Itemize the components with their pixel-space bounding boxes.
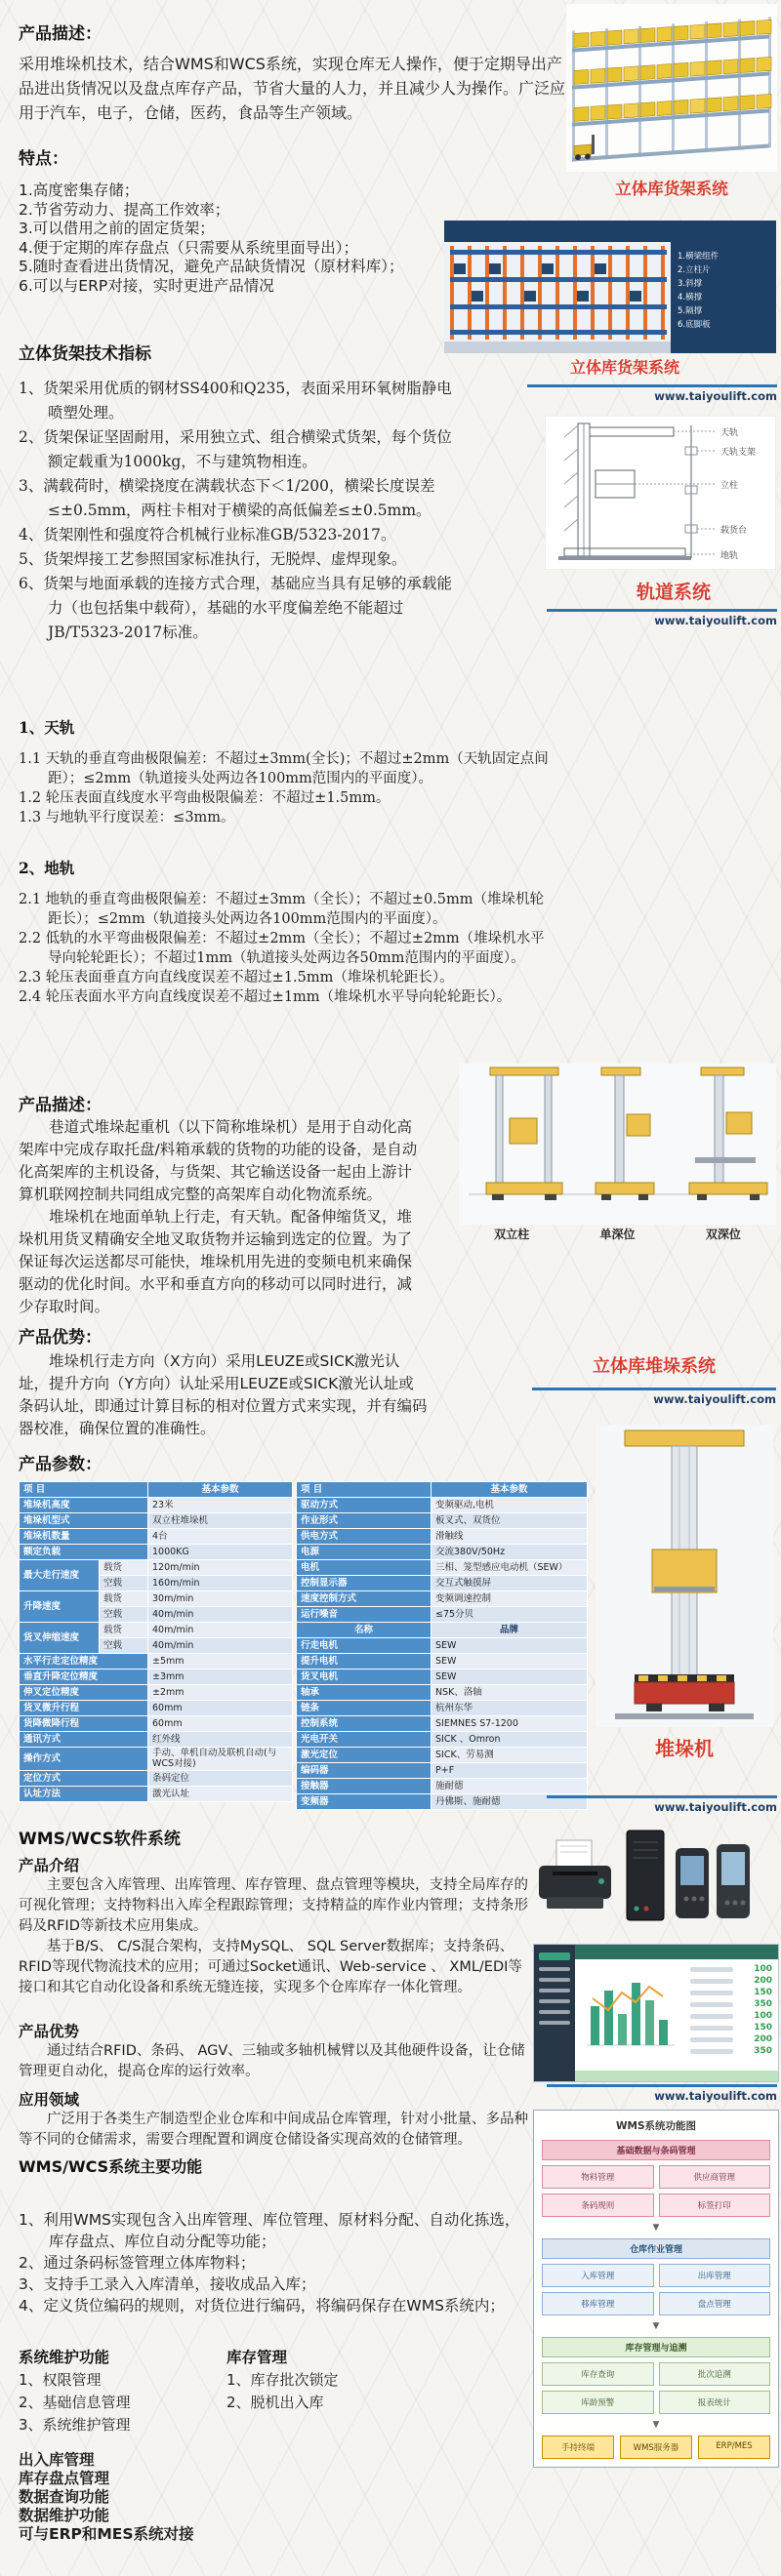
spec-cell: 认址方法 (20, 1786, 148, 1801)
spec-cell: 交流380V/50Hz (432, 1545, 588, 1560)
stacker-desc-heading: 产品描述： (19, 1096, 102, 1115)
dashboard-row-label-bar (690, 2049, 733, 2054)
parameters-heading: 产品参数： (19, 1455, 102, 1474)
dashboard-row-value: 100 (754, 2011, 772, 2021)
spec-cell: 三相、笼型感应电动机（SEW） (432, 1560, 588, 1576)
spec-cell: 23米 (148, 1498, 293, 1513)
spec-cell: 供电方式 (297, 1529, 432, 1545)
dashboard-row-label-bar (690, 1979, 733, 1984)
flowchart-bottom-row (542, 2435, 770, 2459)
spec-cell: 手动、单机自动及联机自动(与WCS对接) (148, 1748, 293, 1771)
spec-cell: 4台 (148, 1529, 293, 1545)
product-desc-heading: 产品描述： (19, 24, 102, 44)
rack-spec-item: 6、货架与地面承载的连接方式合理，基础应当具有足够的承载能力（也包括集中载荷），基础的水平度偏差绝不能超过JB/T5323-2017标准。 (19, 575, 452, 641)
divider-line (532, 1388, 776, 1390)
flowchart-box-grid (542, 2165, 770, 2217)
wms-functions-list (19, 2209, 526, 2316)
dashboard-header (575, 1945, 778, 1959)
spec-cell: 接触器 (297, 1779, 432, 1794)
spec-cell: 双立柱堆垛机 (148, 1513, 293, 1529)
spec-cell: 光电开关 (297, 1732, 432, 1748)
dashboard-row-label-bar (690, 1991, 733, 1995)
spec-cell: SEW (432, 1638, 588, 1654)
top-rail-list (19, 749, 551, 827)
dashboard-row (690, 1998, 772, 2010)
footer-function-item: 数据查询功能 (19, 2488, 110, 2506)
dashboard-logo (539, 1952, 570, 1960)
feature-item: 6.可以与ERP对接，实时更进产品情况 (19, 276, 274, 295)
dashboard-row-label-bar (690, 2026, 733, 2031)
top-rail-heading: 1、天轨 (19, 718, 75, 737)
dashboard-row (690, 2045, 772, 2057)
spec-cell: NSK、洛轴 (432, 1685, 588, 1701)
rack-spec-item: 3、满载荷时，横梁挠度在满载状态下＜1/200，横梁长度误差≤±0.5mm，两柱卡相对于横梁的高低偏差≤±0.5mm。 (19, 477, 435, 519)
divider-line (547, 2084, 777, 2087)
product-desc-body: 采用堆垛机技术，结合WMS和WCS系统，实现仓库无人操作，便于定期导出产品进出货情况以及盘点库存产品，节省大量的人力，并且减少人为操作。广泛应用于汽车，电子，仓储，医药，食品等生产领域。 (19, 55, 566, 122)
feature-item: 5.随时查看进出货情况，避免产品缺货情况（原材料库）； (19, 258, 404, 275)
arrow-down-icon: ▼ (652, 2321, 660, 2331)
spec-cell: P+F (432, 1763, 588, 1779)
wms-field-heading: 应用领域 (19, 2091, 80, 2109)
flowchart-box-grid (542, 2362, 770, 2414)
spec-cell: 变频器 (297, 1794, 432, 1810)
top-rail-item: 1.3 与地轨平行度误差：≤3mm。 (19, 810, 235, 825)
maintain-item: 2、基础信息管理 (19, 2394, 131, 2411)
dashboard-row-value: 150 (754, 1988, 772, 1997)
flowchart-section-basic (542, 2140, 770, 2217)
flowchart-box: 盘点管理 (659, 2292, 771, 2315)
spec-cell: 载货 (100, 1591, 148, 1607)
machine-label: 单深位 (599, 1228, 636, 1241)
spec-cell: 红外线 (148, 1732, 293, 1748)
wms-function-item: 4、定义货位编码的规则，对货位进行编码，将编码保存在WMS系统内； (19, 2297, 505, 2314)
diagram-label: 天轨支架 (720, 448, 757, 458)
wms-heading: WMS/WCS软件系统 (19, 1830, 181, 1849)
flowchart-box: ERP/MES (698, 2435, 770, 2459)
spec-cell: 电机 (297, 1560, 432, 1576)
spec-cell: 变频调速控制 (432, 1591, 588, 1607)
spec-cell: 40m/min (148, 1638, 293, 1654)
spec-cell: 编码器 (297, 1763, 432, 1779)
website-url: www.taiyoulift.com (654, 1800, 777, 1814)
spec-cell: 滑触线 (432, 1529, 588, 1545)
advantage-body: 堆垛机行走方向（X方向）采用LEUZE或SICK激光认址，提升方向（Y方向）认址采用LEUZE或SICK激光认址或条码认址，即通过计算目标的相对位置方式来实现，并有编码器校准，确保位置的准确性。 (19, 1352, 428, 1437)
machine-labels (459, 1226, 776, 1242)
website-url: www.taiyoulift.com (654, 2089, 777, 2103)
handheld-terminal-icon (674, 1842, 752, 1922)
spec-cell: 160m/min (148, 1576, 293, 1591)
flowchart-box: 批次追溯 (659, 2362, 771, 2386)
spec-cell: 最大走行速度 (20, 1560, 100, 1591)
spec-cell: 空载 (100, 1607, 148, 1623)
spec-cell: 堆垛机型式 (20, 1513, 148, 1529)
image-caption: 立体库货架系统 (569, 358, 679, 377)
spec-cell: 链条 (297, 1701, 432, 1716)
spec-cell: 基本参数 (148, 1482, 293, 1498)
footer-function-item: 出入库管理 (19, 2451, 95, 2469)
feature-item: 2.节省劳动力、提高工作效率； (19, 200, 230, 219)
website-url: www.taiyoulift.com (654, 389, 777, 403)
spec-cell: 丹佛斯、施耐德 (432, 1794, 588, 1810)
dashboard-row (690, 2010, 772, 2022)
wms-adv-heading: 产品优势 (19, 2023, 80, 2040)
server-tower-icon (625, 1829, 666, 1922)
flowchart-box: WMS服务器 (620, 2435, 692, 2459)
spec-table-left (19, 1481, 293, 1802)
hardware-devices-image (533, 1829, 779, 1922)
flowchart-box: 库龄预警 (542, 2391, 654, 2414)
spec-cell: 40m/min (148, 1623, 293, 1638)
image-caption: 堆垛机 (655, 1737, 714, 1760)
flowchart-title: WMS系统功能图 (615, 2120, 697, 2132)
stacker-desc-body (19, 1116, 421, 1318)
flowchart-box: 入库管理 (542, 2264, 654, 2287)
rail-system-diagram (545, 416, 776, 574)
spec-cell: 货叉微升行程 (20, 1701, 148, 1716)
spec-cell: 120m/min (148, 1560, 293, 1576)
rack-spec-item: 5、货架焊接工艺参照国家标准执行，无脱焊、虚焊现象。 (19, 550, 407, 568)
dashboard-row-value: 200 (754, 1976, 772, 1986)
rack-spec-list (19, 377, 453, 645)
website-banner (547, 1795, 777, 1814)
footer-function-list (19, 2451, 331, 2544)
spec-cell: 行走电机 (297, 1638, 432, 1654)
image-caption: 立体库堆垛系统 (593, 1356, 716, 1377)
spec-cell: 堆垛机数量 (20, 1529, 148, 1545)
diagram-label: 载货台 (720, 526, 748, 536)
dashboard-sidebar (534, 1945, 575, 2081)
feature-item: 4.便于定期的库存盘点（只需要从系统里面导出）； (19, 238, 359, 257)
flowchart-box-grid (542, 2264, 770, 2315)
dashboard-metrics (688, 1959, 778, 2071)
footer-function-item: 库存盘点管理 (19, 2470, 110, 2487)
top-rail-item: 1.1 天轨的垂直弯曲极限偏差：不超过±3mm(全长)；不超过±2mm（天轨固定点间距）；≤2mm（轨道接头处两边各100mm范围内的平面度）。 (19, 751, 549, 786)
spec-cell: 条码定位 (148, 1770, 293, 1786)
inventory-heading: 库存管理 (226, 2349, 288, 2366)
flowchart-box: 物料管理 (542, 2165, 654, 2189)
dashboard-row-value: 350 (754, 1999, 772, 2009)
rack-annotation: 2.立柱片 (678, 265, 711, 275)
wms-intro-p1: 主要包含入库管理、出库管理、库存管理、盘点管理等模块，支持全局库存的可视化管理；支持物料出入库全程跟踪管理；支持精益的库作业内管理；支持条形码及RFID等新技术应用集成。 (19, 1877, 528, 1934)
ground-rail-item: 2.4 轮压表面水平方向直线度误差不超过±1mm（堆垛机水平导向轮轮距长）。 (19, 989, 512, 1005)
website-banner (547, 2084, 777, 2103)
advantage-heading: 产品优势： (19, 1328, 102, 1348)
features-heading: 特点： (19, 149, 68, 169)
spec-cell: 货降微降行程 (20, 1716, 148, 1732)
spec-cell: 40m/min (148, 1607, 293, 1623)
rack-annotation-list (678, 250, 773, 332)
flowchart-section-heading: 基础数据与条码管理 (542, 2140, 770, 2160)
ground-rail-list (19, 890, 551, 1007)
diagram-label: 天轨 (720, 428, 739, 438)
rack-spec-item: 1、货架采用优质的钢材SS400和Q235，表面采用环氧树脂静电喷塑处理。 (19, 380, 452, 422)
spec-cell: 60mm (148, 1701, 293, 1716)
wms-intro-body (19, 1875, 528, 1998)
spec-cell: 货叉电机 (297, 1670, 432, 1685)
dashboard-row (690, 1963, 772, 1975)
stacker-desc-p2: 堆垛机在地面单轨上行走，有天轨。配备伸缩货叉，堆垛机用货叉精确安全地叉取货物并运输到选定的位置。为了保证每次运送都尽可能快，堆垛机用先进的变频电机来确保驱动的优化时间。水平和垂直方向的移动可以同时进行，减少存取时间。 (19, 1208, 413, 1315)
maintain-heading: 系统维护功能 (19, 2349, 110, 2366)
feature-item: 3.可以借用之前的固定货架； (19, 220, 215, 237)
rack-spec-item: 2、货架保证坚固耐用，采用独立式、组合横梁式货架，每个货位额定载重为1000kg，不与建筑物相连。 (19, 428, 452, 470)
flowchart-box: 出库管理 (659, 2264, 771, 2287)
wms-function-item: 3、支持手工录入入库清单，接收成品入库； (19, 2275, 316, 2293)
flowchart-section-heading: 库存管理与追溯 (542, 2337, 770, 2357)
barcode-printer-icon (533, 1838, 617, 1922)
inventory-item: 2、脱机出入库 (226, 2394, 324, 2411)
dashboard-row-label-bar (690, 2014, 733, 2019)
stacker-crane-image (596, 1425, 773, 1731)
spec-cell: 操作方式 (20, 1748, 148, 1771)
spec-cell: 激光定位 (297, 1748, 432, 1763)
spec-cell: ±3mm (148, 1670, 293, 1685)
flowchart-section-inventory (542, 2337, 770, 2414)
spec-cell: 作业形式 (297, 1513, 432, 1529)
wms-intro-p2: 基于B/S、 C/S混合架构，支持MySQL、 SQL Server数据库；支持条码、 RFID等现代物流技术的应用；可通过Socket通讯、Web-service 、 XML/EDI等接口和其它自动化设备和系统无缝连接，实现多个仓库库存一体化管理。 (19, 1939, 522, 1995)
website-url: www.taiyoulift.com (654, 614, 777, 627)
dashboard-row-value: 350 (754, 2046, 772, 2056)
ground-rail-item: 2.3 轮压表面垂直方向直线度误差不超过±1.5mm（堆垛机轮距长）。 (19, 970, 454, 986)
flowchart-section-heading: 仓库作业管理 (542, 2238, 770, 2259)
dashboard-row (690, 1975, 772, 1987)
spec-cell: 运行噪音 (297, 1607, 432, 1623)
spec-cell: 载货 (100, 1560, 148, 1576)
wms-adv-body: 通过结合RFID、条码、 AGV、三轴或多轴机械臂以及其他硬件设备，让仓储管理更自动化，提高仓库的运行效率。 (19, 2043, 525, 2079)
flowchart-box: 供应商管理 (659, 2165, 771, 2189)
flowchart-box: 条码规则 (542, 2194, 654, 2217)
spec-cell: 项 目 (20, 1482, 148, 1498)
spec-cell: 额定负载 (20, 1545, 148, 1560)
spec-cell: 轴承 (297, 1685, 432, 1701)
spec-cell: SICK 、Omron (432, 1732, 588, 1748)
rack-annotation: 1.横梁组件 (678, 252, 719, 262)
spec-cell: 板叉式、双货位 (432, 1513, 588, 1529)
spec-cell: 交互式触摸屏 (432, 1576, 588, 1591)
dashboard-row-value: 150 (754, 2023, 772, 2033)
flowchart-box: 移库管理 (542, 2292, 654, 2315)
spec-cell: SIEMNES S7-1200 (432, 1716, 588, 1732)
spec-cell: 提升电机 (297, 1654, 432, 1670)
footer-function-item: 可与ERP和MES系统对接 (19, 2525, 194, 2543)
wms-dashboard-screenshot (533, 1944, 779, 2082)
spec-table-right (296, 1481, 588, 1810)
inventory-list (226, 2369, 412, 2414)
flowchart-box: 库存查询 (542, 2362, 654, 2386)
maintain-item: 3、系统维护管理 (19, 2416, 131, 2434)
spec-cell: 空载 (100, 1576, 148, 1591)
spec-cell: 控制显示器 (297, 1576, 432, 1591)
dashboard-chart (575, 1959, 688, 2071)
image-caption: 立体库货架系统 (615, 180, 728, 198)
dashboard-row (690, 1987, 772, 1998)
spec-cell: 控制系统 (297, 1716, 432, 1732)
spec-cell: SEW (432, 1670, 588, 1685)
website-banner (527, 384, 777, 403)
maintain-item: 1、权限管理 (19, 2371, 102, 2389)
arrow-down-icon: ▼ (652, 2420, 660, 2430)
rack-annotation: 3.斜撑 (678, 279, 703, 289)
machine-label: 双深位 (705, 1228, 741, 1241)
ground-rail-item: 2.2 低轨的水平弯曲极限偏差：不超过±2mm（全长）；不超过±2mm（堆垛机水平导向轮轮距长）；不超过1mm（轨道接头处两边各50mm范围内的平面度）。 (19, 931, 545, 966)
spec-cell: ±5mm (148, 1654, 293, 1670)
rack-spec-item: 4、货架刚性和强度符合机械行业标准GB/5323-2017。 (19, 526, 396, 543)
flowchart-box: 标签打印 (659, 2194, 771, 2217)
spec-cell: SICK、劳易测 (432, 1748, 588, 1763)
dashboard-row-value: 100 (754, 1964, 772, 1974)
rack-annotation: 5.隔撑 (678, 306, 703, 316)
spec-cell: 60mm (148, 1716, 293, 1732)
spec-cell: 品牌 (432, 1623, 588, 1638)
flowchart-box: 报表统计 (659, 2391, 771, 2414)
spec-cell: ≤75分贝 (432, 1607, 588, 1623)
rack-annotation: 6.底脚板 (678, 320, 711, 330)
spec-cell: 速度控制方式 (297, 1591, 432, 1607)
spec-cell: 货叉伸缩速度 (20, 1623, 100, 1654)
spec-cell: 水平行走定位精度 (20, 1654, 148, 1670)
dashboard-row-label-bar (690, 1967, 733, 1972)
rack-spec-heading: 立体货架技术指标 (19, 344, 151, 364)
spec-cell: 杭州东华 (432, 1701, 588, 1716)
dashboard-row-label-bar (690, 2002, 733, 2007)
dashboard-row (690, 2033, 772, 2045)
divider-line (527, 384, 777, 387)
wms-field-body: 广泛用于各类生产制造型企业仓库和中间成品仓库管理，针对小批量、多品种等不同的仓储需求，需要合理配置和调度仓储设备实现高效的仓储管理。 (19, 2112, 528, 2148)
wms-function-item: 2、通过条码标签管理立体库物料； (19, 2254, 256, 2272)
diagram-label: 立柱 (720, 481, 739, 491)
website-url: www.taiyoulift.com (653, 1392, 776, 1406)
ground-rail-item: 2.1 地轨的垂直弯曲极限偏差：不超过±3mm（全长）；不超过±0.5mm（堆垛机轮距长）；≤2mm（轨道接头处两边各100mm范围内的平面度）。 (19, 892, 544, 927)
stacker-desc-p1: 巷道式堆垛起重机（以下简称堆垛机）是用于自动化高架库中完成存取托盘/料箱承载的货物的功能的设备，是自动化高架库的主机设备，与货架、其它输送设备一起由上游计算机联网控制共同组成完整的高架库自动化物流系统。 (19, 1118, 418, 1203)
spec-cell: 载货 (100, 1623, 148, 1638)
wms-functions-heading: WMS/WCS系统主要功能 (19, 2157, 203, 2176)
spec-cell: 变频驱动,电机 (432, 1498, 588, 1513)
diagram-label: 地轨 (720, 551, 739, 561)
flowchart-box: 手持终端 (542, 2435, 614, 2459)
spec-cell: 30m/min (148, 1591, 293, 1607)
divider-line (547, 609, 777, 612)
image-caption: 轨道系统 (636, 582, 711, 603)
top-rail-item: 1.2 轮压表面直线度水平弯曲极限偏差：不超过±1.5mm。 (19, 790, 390, 806)
wms-flowchart (533, 2110, 779, 2468)
spec-cell: 垂直升降定位精度 (20, 1670, 148, 1685)
spec-cell: 电源 (297, 1545, 432, 1560)
spec-cell: 升降速度 (20, 1591, 100, 1623)
spec-cell: 驱动方式 (297, 1498, 432, 1513)
rack-annotation: 4.横撑 (678, 293, 703, 302)
ground-rail-heading: 2、地轨 (19, 859, 75, 877)
spec-cell: 激光认址 (148, 1786, 293, 1801)
wms-function-item: 1、利用WMS实现包含入出库管理、库位管理、原材料分配、自动化拣选，库存盘点、库位自动分配等功能； (19, 2211, 520, 2250)
spec-cell: 施耐德 (432, 1779, 588, 1794)
spec-cell: 项 目 (297, 1482, 432, 1498)
warehouse-rack-image (566, 4, 777, 176)
dashboard-footer (575, 2071, 778, 2081)
footer-function-item: 数据维护功能 (19, 2507, 110, 2524)
dashboard-row (690, 2022, 772, 2033)
spec-cell: ±2mm (148, 1685, 293, 1701)
spec-cell: SEW (432, 1654, 588, 1670)
inventory-item: 1、库存批次锁定 (226, 2371, 339, 2389)
wms-intro-heading: 产品介绍 (19, 1857, 80, 1874)
spec-cell: 定位方式 (20, 1770, 148, 1786)
machine-label: 双立柱 (494, 1228, 530, 1241)
maintain-list (19, 2369, 204, 2436)
flowchart-section-operations (542, 2238, 770, 2315)
stacker-types-image (459, 1064, 776, 1228)
spec-cell: 名称 (297, 1623, 432, 1638)
divider-line (547, 1795, 777, 1798)
arrow-down-icon: ▼ (652, 2223, 660, 2233)
dashboard-row-label-bar (690, 2037, 733, 2042)
spec-cell: 1000KG (148, 1545, 293, 1560)
spec-cell: 堆垛机高度 (20, 1498, 148, 1513)
feature-item: 1.高度密集存储； (19, 181, 140, 199)
spec-cell: 通讯方式 (20, 1732, 148, 1748)
website-banner (532, 1388, 776, 1406)
dashboard-row-value: 200 (754, 2034, 772, 2044)
spec-cell: 空载 (100, 1638, 148, 1654)
spec-cell: 伸叉定位精度 (20, 1685, 148, 1701)
website-banner (547, 609, 777, 627)
spec-cell: 基本参数 (432, 1482, 588, 1498)
